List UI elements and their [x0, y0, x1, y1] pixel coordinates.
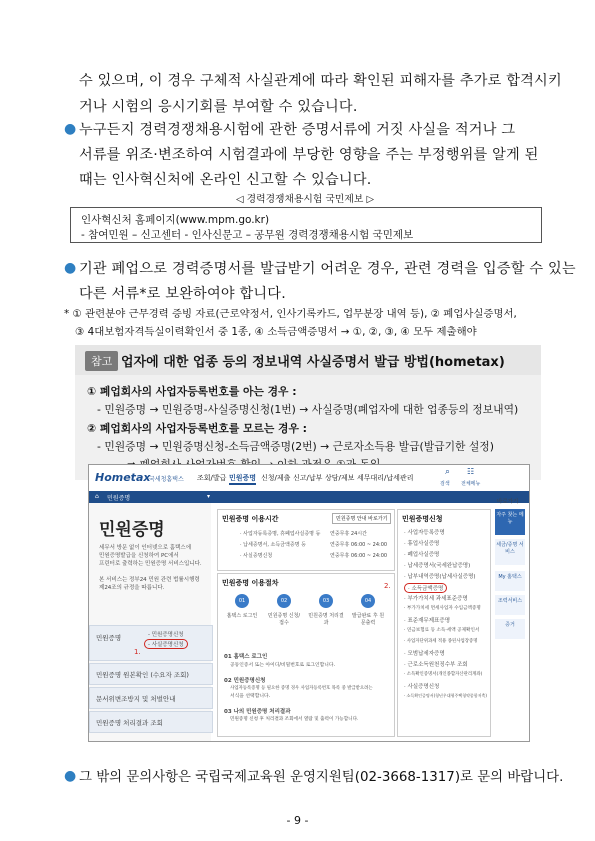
- reference-header: [75, 345, 541, 375]
- paragraph-line: 수 있으며, 이 경우 구체적 사실관계에 따라 확인된 피해자를 추가로 합격시키: [79, 73, 562, 89]
- footnote-line: * ① 관련분야 근무경력 증빙 자료(근로약정서, 인사기록카드, 업무분장 내역 등), ② 폐업사실증명서,: [64, 308, 517, 320]
- menu-grid-icon[interactable]: ☷: [467, 467, 475, 476]
- list-item[interactable]: · 소득확인증명서(개인종합자산관리계좌): [404, 672, 483, 677]
- sidebar-item-civil[interactable]: 민원증명 - 민원증명신청 - 사실증명신청 1.: [89, 625, 213, 661]
- list-item[interactable]: · 납세증명서(국세완납증명): [404, 563, 471, 569]
- list-item[interactable]: · 모범납세자증명: [404, 651, 445, 657]
- page-title: 민원증명: [99, 520, 165, 540]
- marker-2: 2.: [384, 582, 391, 590]
- nav-item-consult[interactable]: 상담/제보: [325, 474, 355, 482]
- list-item[interactable]: · 휴업사실증명: [404, 541, 440, 547]
- sidebar-item-forgery[interactable]: 문서위변조방지 및 처벌안내: [89, 687, 213, 709]
- bullet-icon: ●: [64, 121, 77, 137]
- reference-tag: 참고: [85, 351, 118, 371]
- list-item[interactable]: · 사업자등록증명: [404, 530, 445, 536]
- sidebar-item-verify[interactable]: 민원증명 원본확인 (수요자 조회): [89, 663, 213, 685]
- nav-item-agent[interactable]: 세무대리/납세관리: [357, 474, 414, 482]
- paragraph-line: 기관 폐업으로 경력증명서를 발급받기 어려운 경우, 관련 경력을 입증할 수 있는: [79, 261, 576, 277]
- list-item[interactable]: · 폐업사실증명: [404, 552, 440, 558]
- list-item[interactable]: · 표준재무제표증명: [404, 618, 451, 624]
- left-column: 민원증명 세무서 방문 없이 인터넷으로 홈택스에 민원증명발급을 신청하여 PC에서 프린터로 출력하는 민원증명 서비스입니다. 본 서비스는 정부24 민원 관련 법률시행령 제24조의 규정을 따릅니다. 민원증명 - 민원증명신청 - 사실증명신청 1. 민원증명 원본확인 (수요자 조회) 문서위변조방지 및 처벌안내 민원증명 처리결과 조회: [89, 503, 211, 741]
- search-icon[interactable]: ⌕: [445, 467, 451, 477]
- report-box: [70, 207, 542, 243]
- quick-bar: 바로가기 자주 찾는 메뉴 세금/증명 서비스 My 홈택스 조력서비스 증거: [493, 495, 527, 675]
- bullet-icon: ●: [64, 768, 77, 784]
- report-box-line: 인사혁신처 홈페이지(www.mpm.go.kr): [81, 214, 270, 226]
- breadcrumb-bar: [89, 491, 529, 503]
- page-number: - 9 -: [286, 814, 309, 827]
- submenu-item-fact[interactable]: - 사실증명신청: [144, 639, 188, 649]
- step-card: 02 민원증명 신청/접수: [266, 594, 302, 634]
- panel-hours: 민원증명 이용시간 민원증명 안내 바로가기 · 사업자등록증명, 휴폐업사실증명 등 연중무휴 24시간 · 납세증명서, 소득금액증명 등 연중무휴 06:00 ~ 24:00 · 사실증명신청 연중무휴 06:00 ~ 24:00: [217, 509, 395, 571]
- paragraph-line: 서류를 위조·변조하여 시험결과에 부당한 영향을 주는 부정행위를 알게 된: [79, 147, 539, 163]
- list-item[interactable]: · 근로소득원천징수부 조회: [404, 662, 468, 668]
- step-card: 01 홈택스 로그인: [224, 594, 260, 634]
- breadcrumb[interactable]: 민원증명: [107, 495, 131, 502]
- case1-title: ① 폐업회사의 사업자등록번호를 아는 경우 :: [87, 385, 297, 398]
- paragraph-line: 거나 시험의 응시기회를 부여할 수 있습니다.: [79, 99, 358, 115]
- case2-text: - 민원증명 → 민원증명신청-소득금액증명(2번) → 근로자소득용 발급(발급기한 설정): [97, 440, 494, 453]
- home-icon[interactable]: ⌂: [95, 493, 99, 500]
- quick-item[interactable]: My 홈택스: [495, 571, 525, 591]
- hometax-screenshot: [88, 464, 530, 742]
- reference-title: 업자에 대한 업종 등의 정보내역 사실증명서 발급 방법(hometax): [121, 355, 505, 370]
- chevron-down-icon[interactable]: ▾: [207, 493, 211, 500]
- list-item[interactable]: · 사실증명신청: [404, 684, 440, 690]
- paragraph-line: 다른 서류*로 보완하여야 합니다.: [79, 286, 286, 302]
- panel-apply-list: 민원증명신청 · 사업자등록증명 · 휴업사실증명 · 폐업사실증명 · 납세증명서(국세완납증명) · 납부내역증명(납세사실증명) · 소득금액증명 2. · 부가가치세 과세표준증명 · 부가가치세 면세사업자 수입금액증명 · 표준재무제표증명 · 연금보험료 등 소득·세액 공제확인서 · 사업자단위과세 적용 종된사업장증명 · 모범납세자증명 · 근로소득원천징수부 조회 · 소득확인증명서(개인종합자산관리계좌) · 사실증명신청 · 소득확인증명서(청년우대형주택청약종합저축): [397, 509, 491, 737]
- submenu-item[interactable]: - 민원증명신청: [148, 632, 184, 638]
- marker-1: 1.: [134, 648, 141, 656]
- quick-item[interactable]: 자주 찾는 메뉴: [495, 509, 525, 535]
- nav-item-civil[interactable]: 민원증명: [229, 473, 256, 485]
- step-card: 03 민원증명 처리결과: [308, 594, 344, 634]
- step-card: 04 발급완료 후 원문출력: [350, 594, 386, 634]
- case1-text: - 민원증명 → 민원증명-사실증명신청(1번) → 사실증명(폐업자에 대한 업종등의 정보내역): [97, 403, 519, 416]
- list-item[interactable]: · 소득확인증명서(청년우대형주택청약종합저축): [404, 693, 487, 698]
- panel-procedure: 민원증명 이용절차 01 홈택스 로그인 02 민원증명 신청/접수 03 민원증명 처리결과 04 발급완료 후 원문출력 01 홈택스 로그인 공동인증서 또는 아이디/비밀번호로 로그인합니다. 02 민원증명신청 사업자등록증명 등 필요한 증명 경우 사업자등록번호 목록 중 발급받으려는 서식을 선택합니다. 03 나의 민원증명 처리결과 민원증명 신청 후 처리결과 조회에서 열람 및 출력이 가능합니다.: [217, 573, 395, 737]
- case2-title: ② 폐업회사의 사업자등록번호를 모르는 경우 :: [87, 422, 307, 435]
- paragraph-line: 그 밖의 문의사항은 국립국제교육원 운영지원팀(02-3668-1317)로 문의 바랍니다.: [79, 770, 564, 785]
- footnote-line: ③ 4대보험자격득실이력확인서 중 1종, ④ 소득금액증명서 → ①, ②, ③, ④ 모두 제출해야: [75, 326, 477, 338]
- quick-item[interactable]: 세금/증명 서비스: [495, 539, 525, 565]
- list-item-income[interactable]: · 소득금액증명: [404, 583, 447, 593]
- nav-item-lookup[interactable]: 조회/발급: [197, 474, 227, 482]
- hometax-header: Hometax 국세청홈택스 조회/발급 민원증명 신청/제출 신고/납부 상담/제보 세무대리/납세관리 ⌕ 검색 ☷ 전체메뉴: [89, 465, 529, 492]
- hometax-logo[interactable]: Hometax: [95, 471, 151, 484]
- list-item[interactable]: · 연금보험료 등 소득·세액 공제확인서: [404, 628, 480, 633]
- paragraph-line: 때는 인사혁신처에 온라인 신고할 수 있습니다.: [79, 172, 372, 188]
- nav-item-report[interactable]: 신고/납부: [293, 474, 323, 482]
- list-item[interactable]: · 납부내역증명(납세사실증명): [404, 574, 476, 580]
- sidebar-item-result[interactable]: 민원증명 처리결과 조회: [89, 711, 213, 733]
- report-box-title: ◁ 경력경쟁채용시험 국민제보 ▷: [236, 194, 374, 205]
- hours-info-button[interactable]: 민원증명 안내 바로가기: [332, 513, 391, 524]
- report-box-line: - 참여민원 – 신고센터 - 인사신문고 – 공무원 경력경쟁채용시험 국민제보: [81, 229, 414, 241]
- list-item[interactable]: · 부가가치세 과세표준증명: [404, 596, 468, 602]
- bullet-icon: ●: [64, 260, 77, 276]
- list-item[interactable]: · 사업자단위과세 적용 종된사업장증명: [404, 639, 478, 644]
- list-item[interactable]: · 부가가치세 면세사업자 수입금액증명: [404, 606, 481, 611]
- quick-item[interactable]: 조력서비스: [495, 595, 525, 615]
- nav-item-apply[interactable]: 신청/제출: [261, 474, 291, 482]
- paragraph-line: 누구든지 경력경쟁채용시험에 관한 증명서류에 거짓 사실을 적거나 그: [79, 122, 516, 138]
- quick-item[interactable]: 증거: [495, 619, 525, 639]
